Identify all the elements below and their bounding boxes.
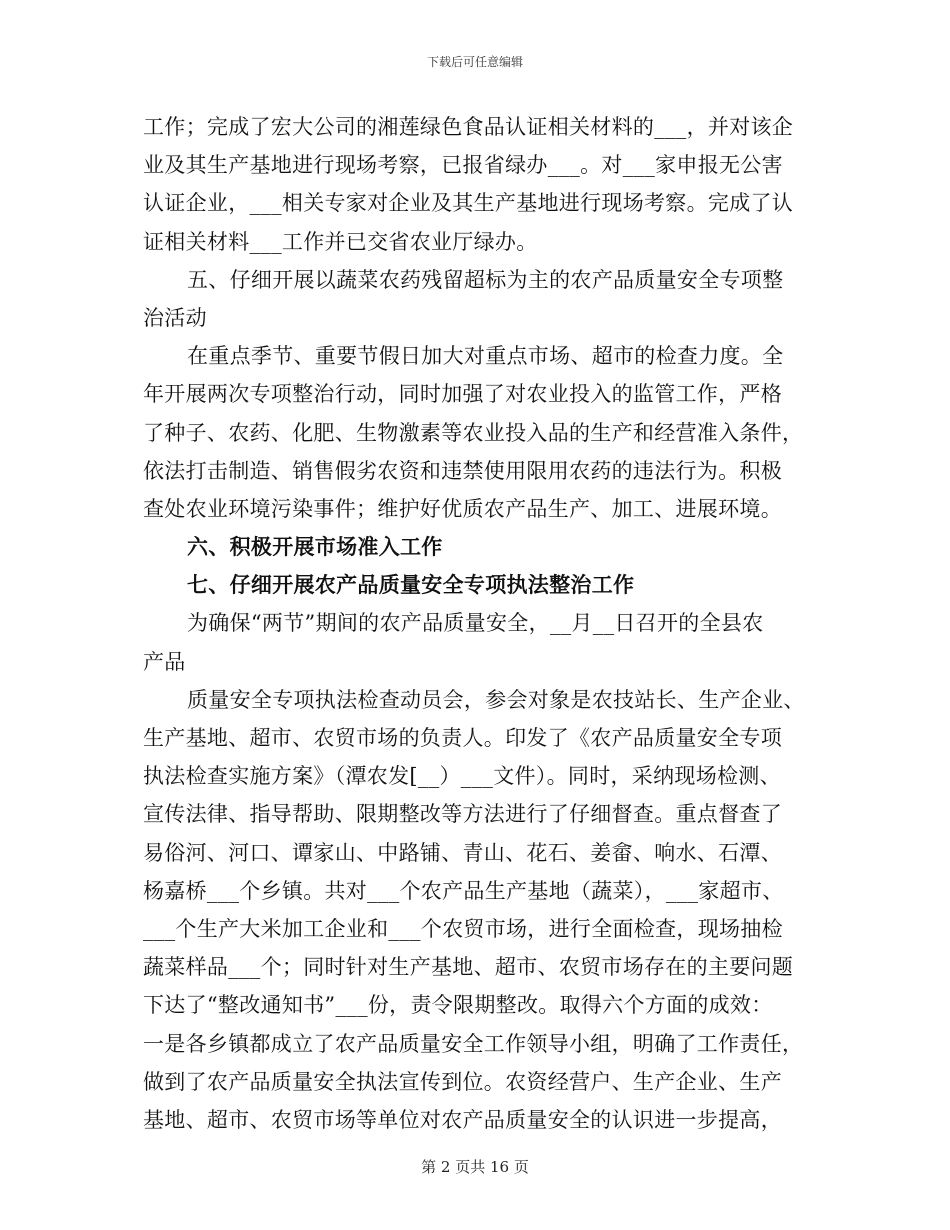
paragraph-line: 认证企业，___相关专家对企业及其生产基地进行现场考察。完成了认 (143, 191, 794, 216)
paragraph-line: 查处农业环境污染事件；维护好优质农产品生产、加工、进展环境。 (143, 496, 782, 521)
paragraph-line: 业及其生产基地进行现场考察，已报省绿办___。对___家申报无公害 (143, 153, 783, 178)
paragraph-line: ___个生产大米加工企业和___个农贸市场，进行全面检查，现场抽检 (143, 916, 783, 941)
page-footer: 第 2 页共 16 页 (421, 1158, 529, 1176)
page-header: 下载后可任意编辑 (426, 55, 523, 69)
paragraph-line: 五、仔细开展以蔬菜农药残留超标为主的农产品质量安全专项整 (187, 267, 784, 292)
paragraph-line: 易俗河、河口、谭家山、中路铺、青山、花石、姜畲、响水、石潭、 (143, 840, 782, 865)
paragraph-line: 了种子、农药、化肥、生物激素等农业投入品的生产和经营准入条件， (143, 420, 804, 445)
paragraph-line: 杨嘉桥___个乡镇。共对___个农产品生产基地（蔬菜），___家超市、 (143, 878, 784, 903)
paragraph-line: 生产基地、超市、农贸市场的负责人。印发了《农产品质量安全专项 (143, 726, 782, 750)
paragraph-line: 产品 (143, 649, 186, 674)
paragraph-line: 治活动 (143, 305, 207, 330)
paragraph-line: 年开展两次专项整治行动，同时加强了对农业投入的监管工作，严格 (143, 382, 782, 407)
paragraph-line: 蔬菜样品___个；同时针对生产基地、超市、农贸市场存在的主要问题 (143, 955, 794, 980)
paragraph-line: 在重点季节、重要节假日加大对重点市场、超市的检查力度。全 (187, 344, 784, 369)
paragraph-line: 基地、超市、农贸市场等单位对农产品质量安全的认识进一步提高， (143, 1107, 782, 1132)
paragraph-line: 下达了“整改通知书”___份，责令限期整改。取得六个方面的成效： (143, 993, 773, 1018)
section-heading: 七、仔细开展农产品质量安全专项执法整治工作 (187, 572, 635, 598)
paragraph-line: 宣传法律、指导帮助、限期整改等方法进行了仔细督查。重点督查了 (143, 802, 782, 827)
paragraph-line: 依法打击制造、销售假劣农资和违禁使用限用农药的违法行为。积极 (143, 458, 782, 483)
paragraph-line: 工作；完成了宏大公司的湘莲绿色食品认证相关材料的___，并对该企 (143, 115, 794, 139)
paragraph-line: 为确保“两节”期间的农产品质量安全，__月__日召开的全县农 (187, 611, 764, 636)
paragraph-line: 执法检查实施方案》（潭农发[__）___文件）。同时，采纳现场检测、 (143, 764, 781, 789)
paragraph-line: 质量安全专项执法检查动员会，参会对象是农技站长、生产企业、 (187, 687, 805, 712)
paragraph-line: 证相关材料___工作并已交省农业厅绿办。 (143, 229, 538, 254)
section-heading: 六、积极开展市场准入工作 (187, 534, 443, 560)
document-body (143, 108, 807, 1139)
paragraph-line: 做到了农产品质量安全执法宣传到位。农资经营户、生产企业、生产 (143, 1069, 782, 1094)
paragraph-line: 一是各乡镇都成立了农产品质量安全工作领导小组，明确了工作责任， (143, 1031, 804, 1056)
